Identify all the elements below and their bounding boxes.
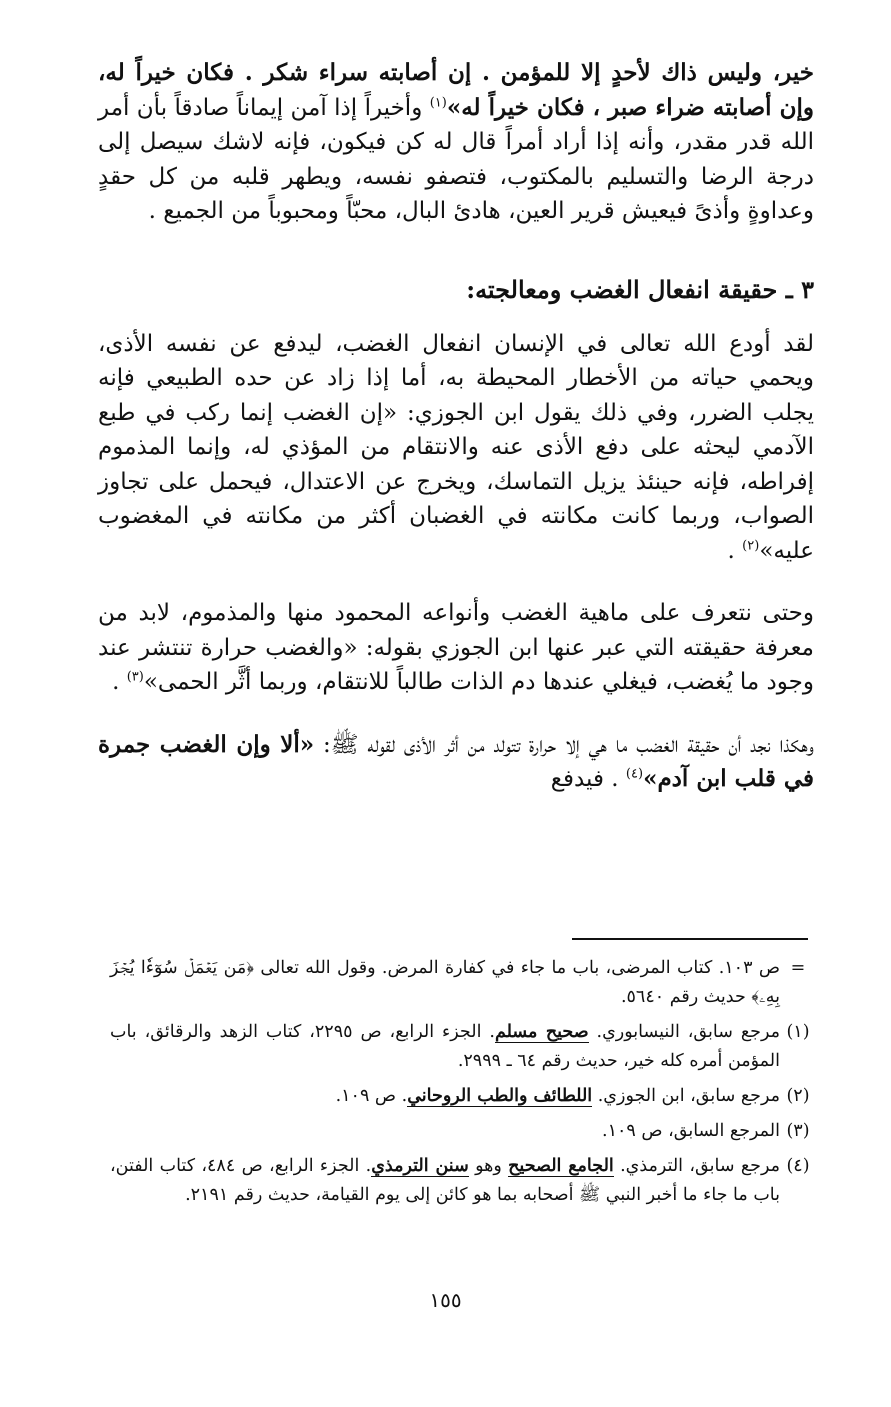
paragraph-continuation: . فيدفع (550, 766, 626, 792)
book-title: سنن الترمذي (371, 1156, 469, 1176)
footnote-marker: (٣) (786, 1121, 810, 1141)
footnote-4 (110, 1152, 816, 1210)
footnote-detail: . الجزء الرابع، ص ٤٨٤، كتاب الفتن، باب ما جاء ما أخبر النبي ﷺ أصحابه بما هو كائن إلى يوم القيامة، حديث رقم ٢١٩١. (110, 1156, 780, 1205)
section-heading: ٣ ـ حقيقة انفعال الغضب ومعالجته: (466, 274, 814, 304)
hadith-quote: «ألا وإن الغضب جمرة في قلب ابن آدم» (98, 730, 814, 792)
footnote-continued (110, 954, 816, 1012)
page-number: ١٥٥ (429, 1288, 462, 1312)
footnote-ref-1[interactable]: (١) (429, 94, 447, 110)
footnote-ref-4[interactable]: (٤) (625, 766, 644, 782)
page-body (98, 56, 814, 797)
footnote-detail: . ص ١٠٩. (335, 1086, 408, 1106)
paragraph-anger-nature (98, 596, 814, 700)
footnote-source: مرجع سابق، ابن الجوزي. (592, 1086, 780, 1106)
intro-hadith-line-2: وإن أصابته ضراء صبر ، فكان خيراً له» (446, 93, 814, 121)
footnote-text (110, 1082, 780, 1111)
paragraph-end-mark: . (112, 669, 127, 695)
paragraph-anger-hadith-text: وهكذا نجد أن حقيقة الغضب ما هي إلا حرارة تتولد من أثر الأذى لقوله ﷺ: (314, 731, 814, 758)
paragraph-anger-hadith (98, 728, 814, 797)
intro-hadith-line-1: خير، وليس ذاك لأحدٍ إلا للمؤمن . إن أصابته سراء شكر . فكان خيراً له، (98, 59, 814, 86)
footnote-connector: وهو (468, 1156, 509, 1176)
intro-body: وأخيراً إذا آمن إيماناً صادقاً بأن أمر الله قدر مقدر، وأنه إذا أراد أمراً قال له كن فيكون، فإنه لاشك سيصل إلى درجة الرضا والتسليم بالمكتوب، فتصفو نفسه، ويطهر قلبه من كل حقدٍ وعداوةٍ وأذىً فيعيش قرير العين، هادئ البال، محبّاً ومحبوباً من الجميع . (98, 94, 814, 224)
book-title: صحيح مسلم (494, 1022, 589, 1042)
footnote-detail: . الجزء الرابع، ص ٢٢٩٥، كتاب الزهد والرقائق، باب المؤمن أمره كله خير، حديث رقم ٦٤ ـ ٢٩٩٩. (110, 1022, 780, 1071)
footnote-source: مرجع سابق، الترمذي. (613, 1156, 780, 1176)
footnote-separator (572, 938, 808, 940)
paragraph-anger-nature-text: وحتى نتعرف على ماهية الغضب وأنواعه المحمود منها والمذموم، لابد من معرفة حقيقته التي عبر عنها ابن الجوزي بقوله: «والغضب حرارة تنتشر عند وجود ما يُغضب، فيغلي عندها دم الذات طالباً للانتقام، وربما أثَّر الحمى» (98, 600, 814, 695)
footnote-text: المرجع السابق، ص ١٠٩. (602, 1121, 780, 1141)
paragraph-end-mark: . (727, 537, 743, 564)
paragraph-anger-definition (98, 327, 814, 569)
paragraph-anger-definition-text: لقد أودع الله تعالى في الإنسان انفعال الغضب، ليدفع عن نفسه الأذى، ويحمي حياته من الأخطار المحيطة به، أما إذا زاد عن حده الطبيعي فإنه يجلب الضرر، وفي ذلك يقول ابن الجوزي: «إن الغضب إنما ركب في طبع الآدمي ليحثه على دفع الأذى عنه والانتقام من المؤذي له، وإنما المذموم إفراطه، فإنه حينئذ يزيل التماسك، ويخرج عن الاعتدال، فيحمل على تجاوز الصواب، وربما كانت مكانته في الغضبان أكثر من مكانته في المغضوب عليه» (98, 330, 814, 564)
footnote-ref-2[interactable]: (٢) (742, 537, 760, 553)
book-title: اللطائف والطب الروحاني (407, 1086, 593, 1106)
footnote-2 (110, 1082, 816, 1111)
footnote-marker: = (790, 958, 806, 978)
footnote-ref-3[interactable]: (٣) (126, 669, 144, 685)
footnote-marker: (١) (786, 1022, 810, 1042)
book-title: الجامع الصحيح (508, 1156, 614, 1176)
footnote-3 (110, 1117, 816, 1146)
footnotes (110, 954, 816, 1216)
footnote-text: ص ١٠٣. كتاب المرضى، باب ما جاء في كفارة المرض. وقول الله تعالى ﴿مَن يَعۡمَلۡ سُوٓءٗا يُجۡزَ بِهِۦ﴾ حديث رقم ٥٦٤٠. (110, 958, 780, 1007)
footnote-text (110, 1018, 780, 1076)
footnote-1 (110, 1018, 816, 1076)
footnote-text (110, 1152, 780, 1210)
footnote-source: مرجع سابق، النيسابوري. (588, 1022, 781, 1042)
footnote-marker: (٤) (786, 1156, 810, 1176)
intro-paragraph (98, 56, 814, 229)
footnote-marker: (٢) (786, 1086, 810, 1106)
